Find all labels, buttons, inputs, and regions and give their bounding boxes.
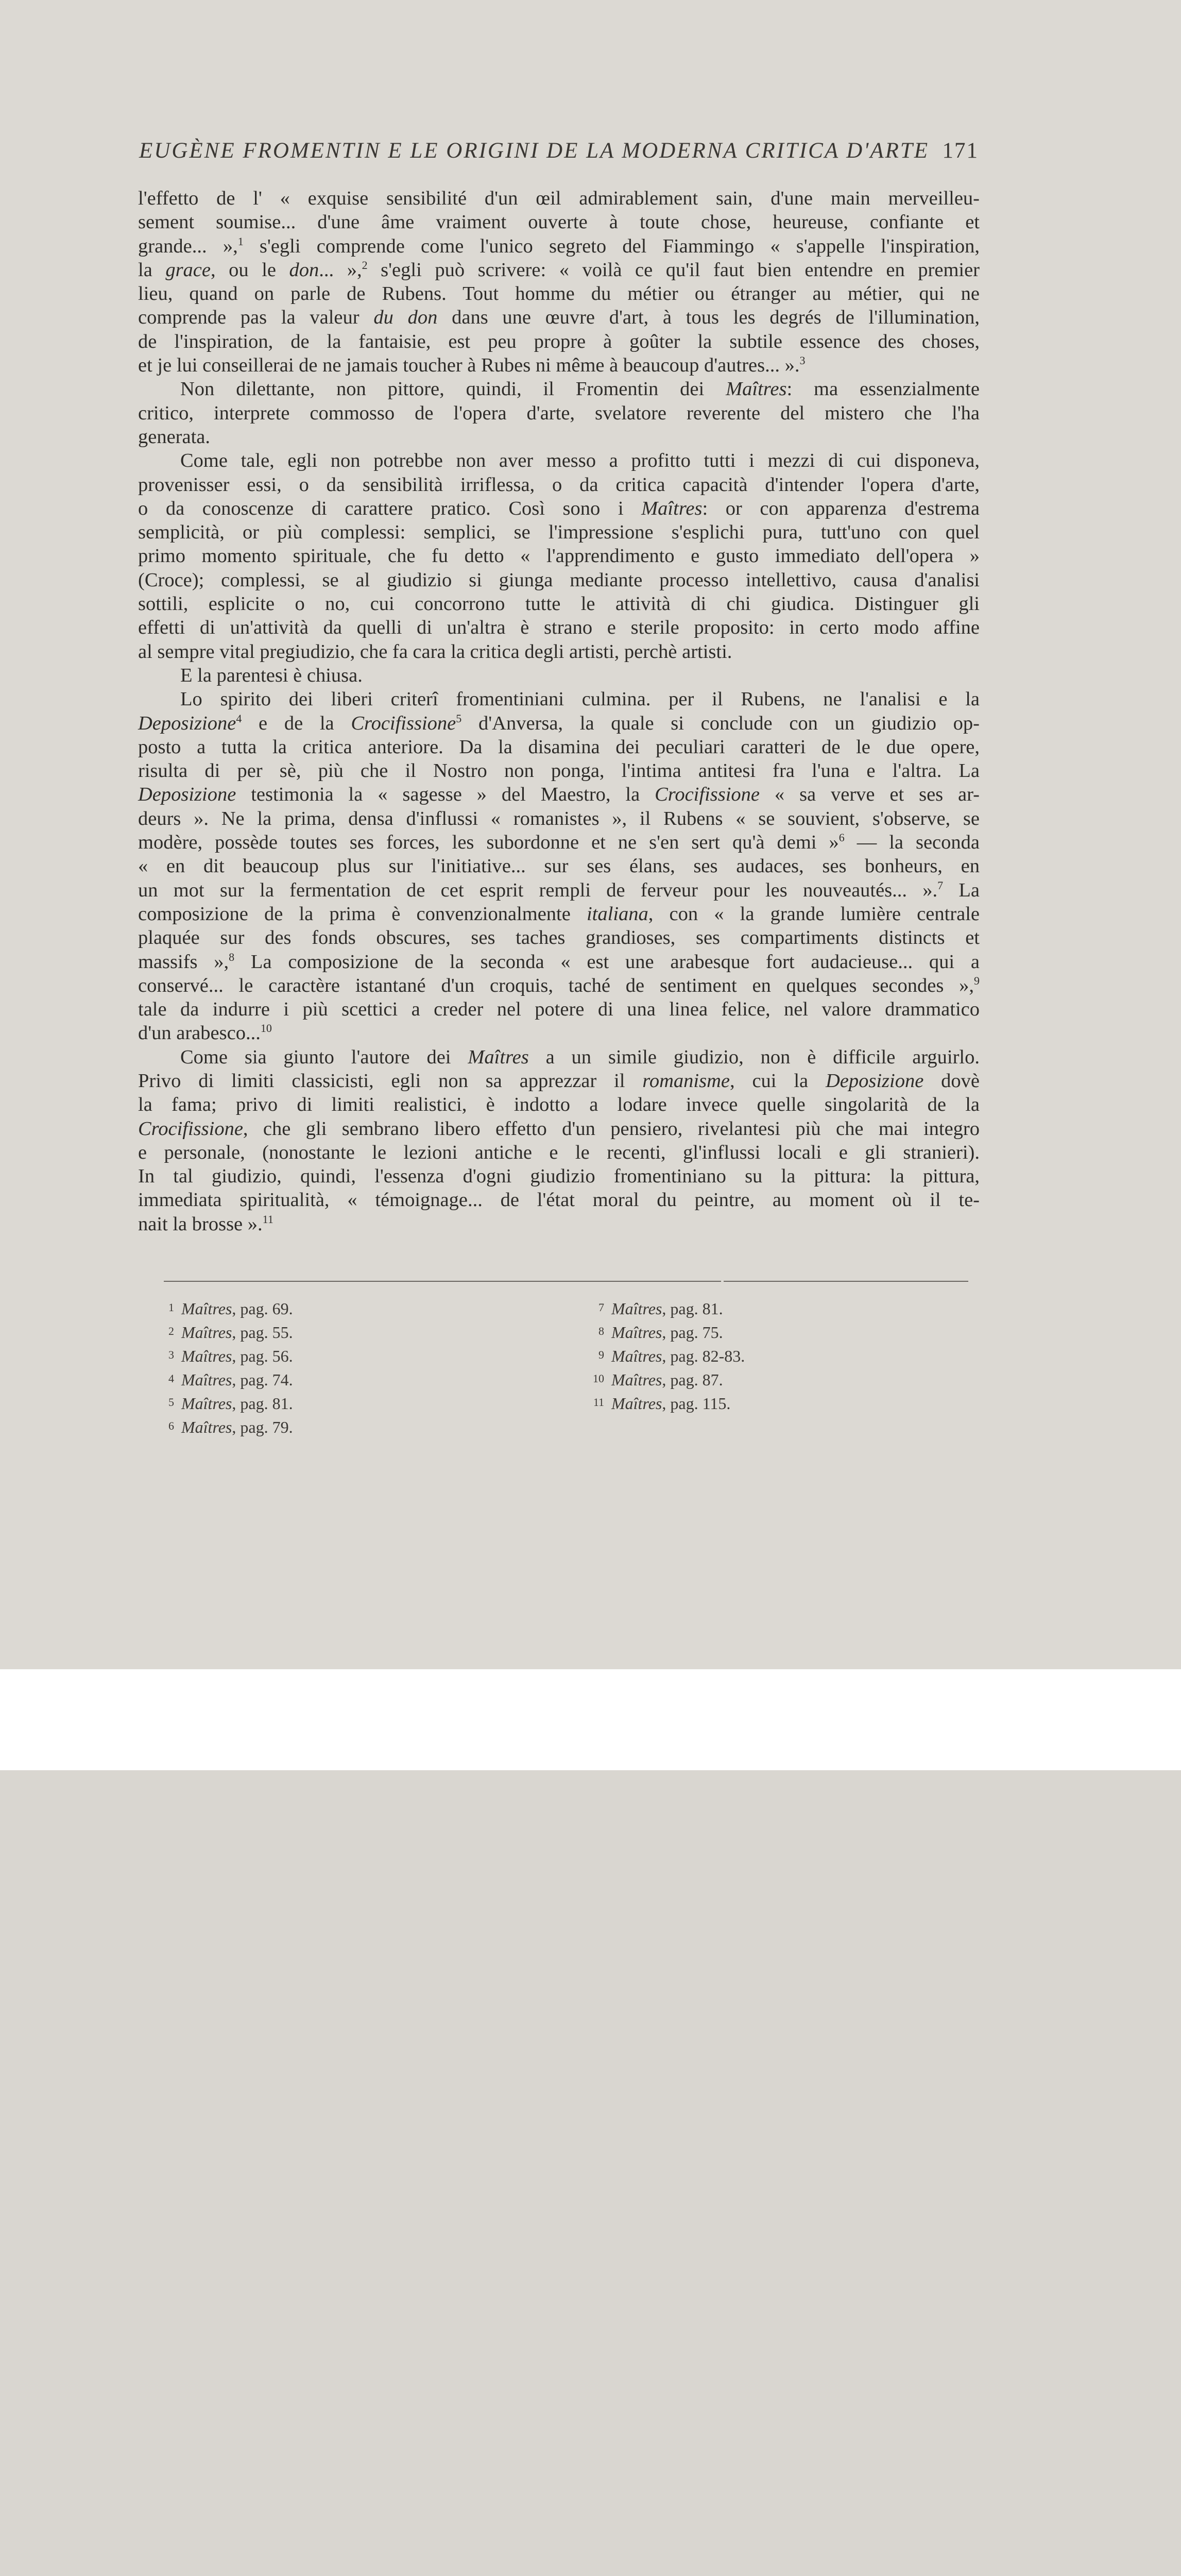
footnote (155, 1344, 293, 1367)
footnote-number: 4 (168, 1372, 174, 1385)
text-line: Deposizione$^4$ e de la Crocifissione$^5$ d'Anversa, la quale si conclude con un giudizio op- (138, 711, 980, 734)
running-title: EUGÈNE FROMENTIN E LE ORIGINI DE LA MODERNA CRITICA D'ARTE (139, 139, 930, 163)
text-line: (Croce); complessi, se al giudizio si giunga mediante processo intellettivo, causa d'analisi (138, 569, 980, 591)
footnote (155, 1296, 293, 1320)
footnote (155, 1415, 293, 1438)
footnote-work: Maîtres (181, 1370, 232, 1389)
text-line: primo momento spirituale, che fu detto « l'apprendimento e gusto immediato dell'opera » (138, 545, 980, 567)
footnote-work: Maîtres (611, 1394, 662, 1413)
text-line: nait la brosse ».$^{11}$ (138, 1212, 273, 1235)
text-line: provenisser essi, o da sensibilità irriflessa, o da critica capacità d'intender l'opera d'arte, (138, 473, 980, 496)
text-line: E la parentesi è chiusa. (180, 664, 363, 686)
footnote-number: 10 (593, 1372, 604, 1385)
text-line: e personale, (nonostante le lezioni antiche e le recenti, gl'influssi locali e gli stranieri). (138, 1141, 980, 1163)
text-line: massifs »,$^8$ La composizione de la seconda « est une arabesque fort audacieuse... qui a (138, 950, 980, 973)
text-line: composizione de la prima è convenzionalmente italiana, con « la grande lumière centrale (138, 903, 980, 925)
footnote-number: 11 (593, 1396, 604, 1409)
text-line: effetti di un'attività da quelli di un'altra è strano e sterile proposito: in certo modo affine (138, 617, 980, 639)
footnote-number: 3 (168, 1348, 174, 1361)
text-line: In tal giudizio, quindi, l'essenza d'ogni giudizio fromentiniano su la pittura: la pittura, (138, 1165, 980, 1188)
footnote-number: 7 (598, 1301, 604, 1314)
text-line: Deposizione testimonia la « sagesse » del Maestro, la Crocifissione « sa verve et ses ar- (138, 784, 980, 806)
text-line: generata. (138, 426, 210, 448)
text-line: semplicità, or più complessi: semplici, se l'impressione s'esplichi pura, tutt'uno con quel (138, 521, 980, 544)
text-line: risulta di per sè, più che il Nostro non ponga, l'intima antitesi fra l'una e l'altra. La (138, 760, 980, 782)
footnote-page-ref: , pag. 56. (232, 1347, 293, 1365)
text-line: Come tale, egli non potrebbe non aver messo a profitto tutti i mezzi di cui disponeva, (180, 450, 980, 472)
footnote-work: Maîtres (611, 1347, 662, 1365)
text-line: « en dit beaucoup plus sur l'initiative... sur ses élans, ses audaces, ses bonheurs, en (138, 855, 980, 877)
footnote-rule-left (164, 1281, 721, 1282)
footnote-number: 9 (598, 1348, 604, 1361)
footnote-work: Maîtres (611, 1299, 662, 1318)
footnote-work: Maîtres (181, 1418, 232, 1436)
footnote-number: 1 (168, 1301, 174, 1314)
text-line: lieu, quand on parle de Rubens. Tout homme du métier ou étranger au métier, qui ne (138, 283, 980, 305)
text-line: grande... »,$^1$ s'egli comprende come l'unico segreto del Fiammingo « s'appelle l'inspiration, (138, 234, 980, 257)
text-line: l'effetto de l' « exquise sensibilité d'un œil admirablement sain, d'une main merveilleu- (138, 188, 980, 209)
text-line: deurs ». Ne la prima, densa d'influssi « romanistes », il Rubens « se souvient, s'observe, se (138, 807, 980, 829)
footnote-page-ref: , pag. 69. (232, 1299, 293, 1318)
footnote-number: 5 (168, 1396, 174, 1409)
text-line: modère, possède toutes ses forces, les subordonne et ne s'en sert qu'à demi »$^6$ — la seconda (138, 831, 980, 854)
footnote-number: 6 (168, 1419, 174, 1432)
footnote (585, 1344, 745, 1367)
footnote-page-ref: , pag. 81. (232, 1394, 293, 1413)
footnote (585, 1391, 745, 1415)
footnote-page-ref: , pag. 74. (232, 1370, 293, 1389)
text-line: o da conoscenze di carattere pratico. Così sono i Maîtres: or con apparenza d'estrema (138, 497, 980, 519)
page-number: 171 (942, 139, 979, 163)
text-line: la fama; privo di limiti realistici, è indotto a lodare invece quelle singolarità de la (138, 1094, 980, 1116)
footnote (585, 1296, 745, 1320)
text-line: Privo di limiti classicisti, egli non sa apprezzar il romanisme, cui la Deposizione dovè (138, 1070, 980, 1092)
footnote-page-ref: , pag. 115. (662, 1394, 731, 1413)
text-line: Lo spirito dei liberi criterî fromentiniani culmina. per il Rubens, ne l'analisi e la (180, 688, 980, 710)
text-line: posto a tutta la critica anteriore. Da la disamina dei peculiari caratteri de le due opere, (138, 736, 980, 758)
footnote-page-ref: , pag. 87. (662, 1370, 723, 1389)
footnote (585, 1320, 745, 1344)
footnote-work: Maîtres (181, 1347, 232, 1365)
footnote-rule-right (724, 1281, 968, 1282)
footnote-work: Maîtres (611, 1323, 662, 1342)
footnote-work: Maîtres (611, 1370, 662, 1389)
text-line: sement soumise... d'une âme vraiment ouverte à toute chose, heureuse, confiante et (138, 211, 980, 233)
text-line: et je lui conseillerai de ne jamais toucher à Rubes ni même à beaucoup d'autres... ».$^3$ (138, 354, 806, 377)
text-line: tale da indurre i più scettici a creder nel potere di una linea felice, nel valore drammatico (138, 998, 980, 1021)
footnote (155, 1320, 293, 1344)
text-line: Non dilettante, non pittore, quindi, il Fromentin dei Maîtres: ma essenzialmente (180, 378, 980, 400)
text-line: comprende pas la valeur du don dans une œuvre d'art, à tous les degrés de l'illumination, (138, 307, 980, 329)
footnote (155, 1391, 293, 1415)
running-header (139, 138, 979, 163)
text-line: immediata spiritualità, « témoignage... de l'état moral du peintre, au moment où il te- (138, 1189, 980, 1211)
footnote-page-ref: , pag. 79. (232, 1418, 293, 1436)
footnote-work: Maîtres (181, 1299, 232, 1318)
footnote-page-ref: , pag. 81. (662, 1299, 723, 1318)
text-line: Crocifissione, che gli sembrano libero effetto d'un pensiero, rivelantesi più che mai integro (138, 1117, 980, 1140)
footnote-work: Maîtres (181, 1394, 232, 1413)
footnote (585, 1367, 745, 1391)
text-line: un mot sur la fermentation de cet esprit rempli de ferveur pour les nouveautés... ».$^7$ La (138, 878, 980, 901)
footnote-number: 8 (598, 1325, 604, 1337)
footnote (155, 1367, 293, 1391)
footnotes-left-column (155, 1296, 293, 1438)
text-line: conservé... le caractère istantané d'un croquis, taché de sentiment en quelques secondes »,$^9$ (138, 974, 980, 996)
footnote-page-ref: , pag. 75. (662, 1323, 723, 1342)
text-line: plaquée sur des fonds obscures, ses taches grandioses, ses compartiments distincts et (138, 927, 980, 949)
text-line: la grace, ou le don... »,$^2$ s'egli può scrivere: « voilà ce qu'il faut bien entendre en premier (138, 259, 980, 281)
digitization-footer (0, 1669, 1181, 1770)
text-line: d'un arabesco...$^{10}$ (138, 1022, 272, 1044)
footnote-work: Maîtres (181, 1323, 232, 1342)
footnotes-right-column (585, 1296, 745, 1415)
text-line: critico, interprete commosso de l'opera d'arte, svelatore reverente del mistero che l'ha (138, 402, 980, 424)
footnote-page-ref: , pag. 82-83. (662, 1347, 745, 1365)
body-text (138, 187, 980, 1236)
text-line: sottili, esplicite o no, cui concorrono tutte le attività di chi giudica. Distinguer gli (138, 593, 980, 615)
text-line: Come sia giunto l'autore dei Maîtres a un simile giudizio, non è difficile arguirlo. (180, 1046, 980, 1068)
footnote-page-ref: , pag. 55. (232, 1323, 293, 1342)
text-line: de l'inspiration, de la fantaisie, est peu propre à goûter la subtile essence des choses, (138, 330, 980, 352)
footnote-number: 2 (168, 1325, 174, 1337)
text-line: al sempre vital pregiudizio, che fa cara la critica degli artisti, perchè artisti. (138, 640, 732, 663)
